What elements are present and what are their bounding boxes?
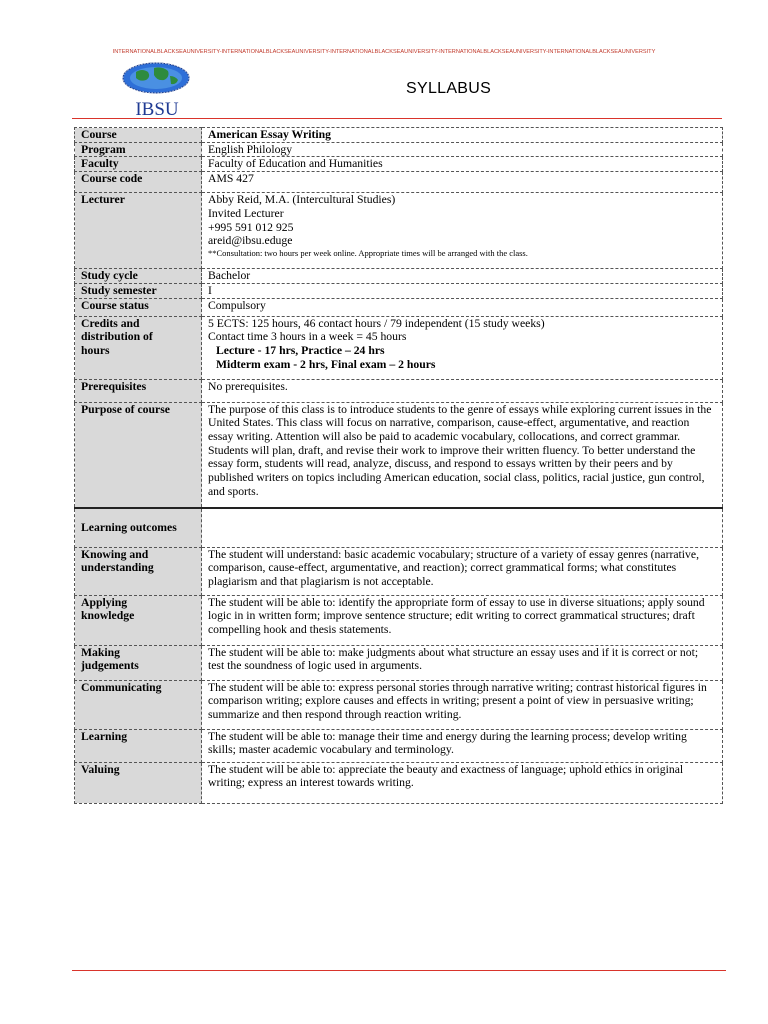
value-knowing: The student will understand: basic academic vocabulary; structure of a variety of essay genres (narrative, comparison, cause-effect, argumentative, and reaction); correct grammatical forms; what constitutes plagiarism and that plagiarism is not acceptable. [202, 547, 723, 595]
lecturer-position: Invited Lecturer [208, 206, 284, 220]
applying-label-line: Applying [81, 595, 128, 609]
value-learning: The student will be able to: manage their time and energy during the learning process; develop writing skills; master academic vocabulary and terminology. [202, 729, 723, 762]
label-knowing [75, 547, 202, 595]
label-valuing: Valuing [75, 762, 202, 803]
label-purpose: Purpose of course [75, 402, 202, 508]
applying-label-line: knowledge [81, 609, 135, 623]
label-learning-outcomes: Learning outcomes [75, 508, 202, 548]
making-label-line: judgements [81, 659, 139, 673]
knowing-label-line: understanding [81, 561, 154, 575]
table-row [75, 128, 723, 143]
credits-label-line: Credits and [81, 316, 140, 330]
value-valuing: The student will be able to: appreciate the beauty and exactness of language; uphold ethics in original writing; express an interest towards writing. [202, 762, 723, 803]
table-row [75, 595, 723, 645]
university-banner: INTERNATIONALBLACKSEAUNIVERSITY-INTERNATIONALBLACKSEAUNIVERSITY-INTERNATIONALBLACKSEAUNIVERSITY-INTERNATIONALBLACKSEAUNIVERSITY-INTERNATIONALBLACKSEAUNIVERSITY [112, 49, 656, 55]
knowing-label-line: Knowing and [81, 547, 149, 561]
value-prerequisites: No prerequisites. [202, 379, 723, 402]
credits-label-line: hours [81, 343, 110, 357]
table-row [75, 402, 723, 508]
label-program: Program [75, 142, 202, 157]
label-course-code: Course code [75, 172, 202, 193]
value-making: The student will be able to: make judgments about what structure an essay uses and if it is correct or not; test the soundness of logic used in arguments. [202, 645, 723, 680]
credits-exams: Midterm exam - 2 hrs, Final exam – 2 hours [216, 357, 436, 371]
label-communicating: Communicating [75, 680, 202, 729]
credits-label-line: distribution of [81, 330, 153, 344]
value-credits [202, 316, 723, 379]
label-lecturer: Lecturer [75, 193, 202, 269]
value-communicating: The student will be able to: express personal stories through narrative writing; contrast historical figures in comparison writing; explore causes and effects in writing; present a point of view in persuasive writing; summarize and then respond through reaction writing. [202, 680, 723, 729]
table-row [75, 316, 723, 379]
syllabus-table [74, 127, 723, 804]
page-title: SYLLABUS [406, 80, 492, 97]
label-credits [75, 316, 202, 379]
making-label-line: Making [81, 645, 120, 659]
label-study-cycle: Study cycle [75, 269, 202, 284]
label-faculty: Faculty [75, 157, 202, 172]
credits-contact-time: Contact time 3 hours in a week = 45 hours [208, 330, 407, 344]
value-course-code: AMS 427 [202, 172, 723, 193]
value-course: American Essay Writing [202, 128, 723, 143]
table-row [75, 645, 723, 680]
lecturer-name: Abby Reid, M.A. (Intercultural Studies) [208, 193, 396, 207]
credits-lecture-practice: Lecture - 17 hrs, Practice – 24 hrs [216, 343, 385, 357]
table-row [75, 379, 723, 402]
table-row [75, 269, 723, 284]
table-row [75, 157, 723, 172]
value-faculty: Faculty of Education and Humanities [202, 157, 723, 172]
label-applying [75, 595, 202, 645]
label-making [75, 645, 202, 680]
value-purpose: The purpose of this class is to introduce students to the genre of essays while exploring current issues in the United States. This class will focus on narrative, comparison, cause-effect, argumentative, and reaction essay writing. Attention will also be paid to academic vocabulary, collocations, and correct grammar. Students will plan, draft, and revise their work to improve their written fluency. To better understand the essay form, students will read, analyze, discuss, and respond to essays written by their peers and by published writers on topics including American education, social class, politics, racial justice, gun control, and sports. [202, 402, 723, 508]
table-row [75, 508, 723, 548]
value-learning-outcomes [202, 508, 723, 548]
lecturer-phone: +995 591 012 925 [208, 220, 294, 234]
ibsu-logo [118, 58, 196, 120]
table-row [75, 680, 723, 729]
value-lecturer [202, 193, 723, 269]
value-program: English Philology [202, 142, 723, 157]
table-row [75, 547, 723, 595]
table-row [75, 142, 723, 157]
lecturer-email: areid@ibsu.eduge [208, 234, 293, 248]
logo-text: IBSU [135, 99, 179, 120]
table-row [75, 283, 723, 298]
value-course-status: Compulsory [202, 298, 723, 316]
label-study-semester: Study semester [75, 283, 202, 298]
label-course-status: Course status [75, 298, 202, 316]
value-applying: The student will be able to: identify the appropriate form of essay to use in diverse situations; apply sound logic in in written form; improve sentence structure; edit writing to correct grammatical structures; draft compelling hook and thesis statements. [202, 595, 723, 645]
header-divider [72, 118, 722, 119]
label-prerequisites: Prerequisites [75, 379, 202, 402]
table-row [75, 193, 723, 269]
label-learning: Learning [75, 729, 202, 762]
table-row [75, 298, 723, 316]
table-row [75, 172, 723, 193]
footer-divider [72, 970, 726, 971]
lecturer-consultation: **Consultation: two hours per week online. Appropriate times will be arranged with the class. [208, 247, 528, 258]
credits-ects: 5 ECTS: 125 hours, 46 contact hours / 79 independent (15 study weeks) [208, 316, 545, 330]
label-course: Course [75, 128, 202, 143]
value-study-semester: I [202, 283, 723, 298]
value-study-cycle: Bachelor [202, 269, 723, 284]
table-row [75, 762, 723, 803]
table-row [75, 729, 723, 762]
